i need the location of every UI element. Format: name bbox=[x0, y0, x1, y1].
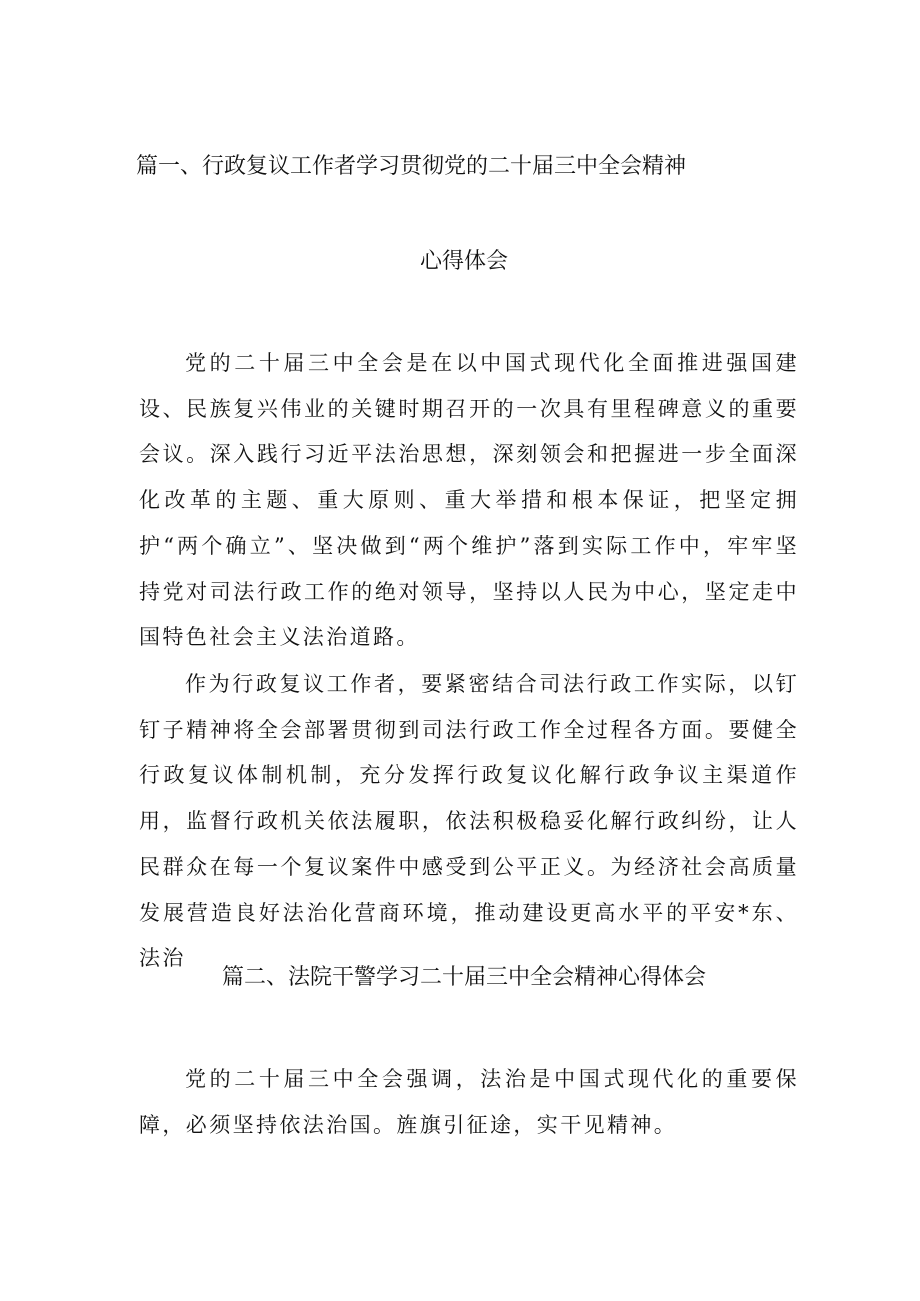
section1-paragraph-2: 作为行政复议工作者，要紧密结合司法行政工作实际，以钉钉子精神将全会部署贯彻到司法行政工作全过程各方面。要健全行政复议体制机制，充分发挥行政复议化解行政争议主渠道作用，监督行政机关依法履职，依法积极稳妥化解行政纠纷，让人民群众在每一个复议案件中感受到公平正义。为经济社会高质量发展营造良好法治化营商环境，推动建设更高水平的平安*东、法治 bbox=[139, 672, 799, 971]
section2-paragraph-1: 党的二十届三中全会强调，法治是中国式现代化的重要保障，必须坚持依法治国。旌旗引征途，实干见精神。 bbox=[139, 1067, 799, 1137]
section1-paragraph-1: 党的二十届三中全会是在以中国式现代化全面推进强国建设、民族复兴伟业的关键时期召开的一次具有里程碑意义的重要会议。深入践行习近平法治思想，深刻领会和把握进一步全面深化改革的主题、重大原则、重大举措和根本保证，把坚定拥护“两个确立”、坚决做到“两个维护”落到实际工作中，牢牢坚持党对司法行政工作的绝对领导，坚持以人民为中心，坚定走中国特色社会主义法治道路。 bbox=[139, 351, 799, 650]
section2-title: 篇二、法院干警学习二十届三中全会精神心得体会 bbox=[221, 965, 706, 990]
section1-title-line1: 篇一、行政复议工作者学习贯彻党的二十届三中全会精神 bbox=[136, 154, 687, 179]
section1-title-line2: 心得体会 bbox=[419, 249, 508, 274]
